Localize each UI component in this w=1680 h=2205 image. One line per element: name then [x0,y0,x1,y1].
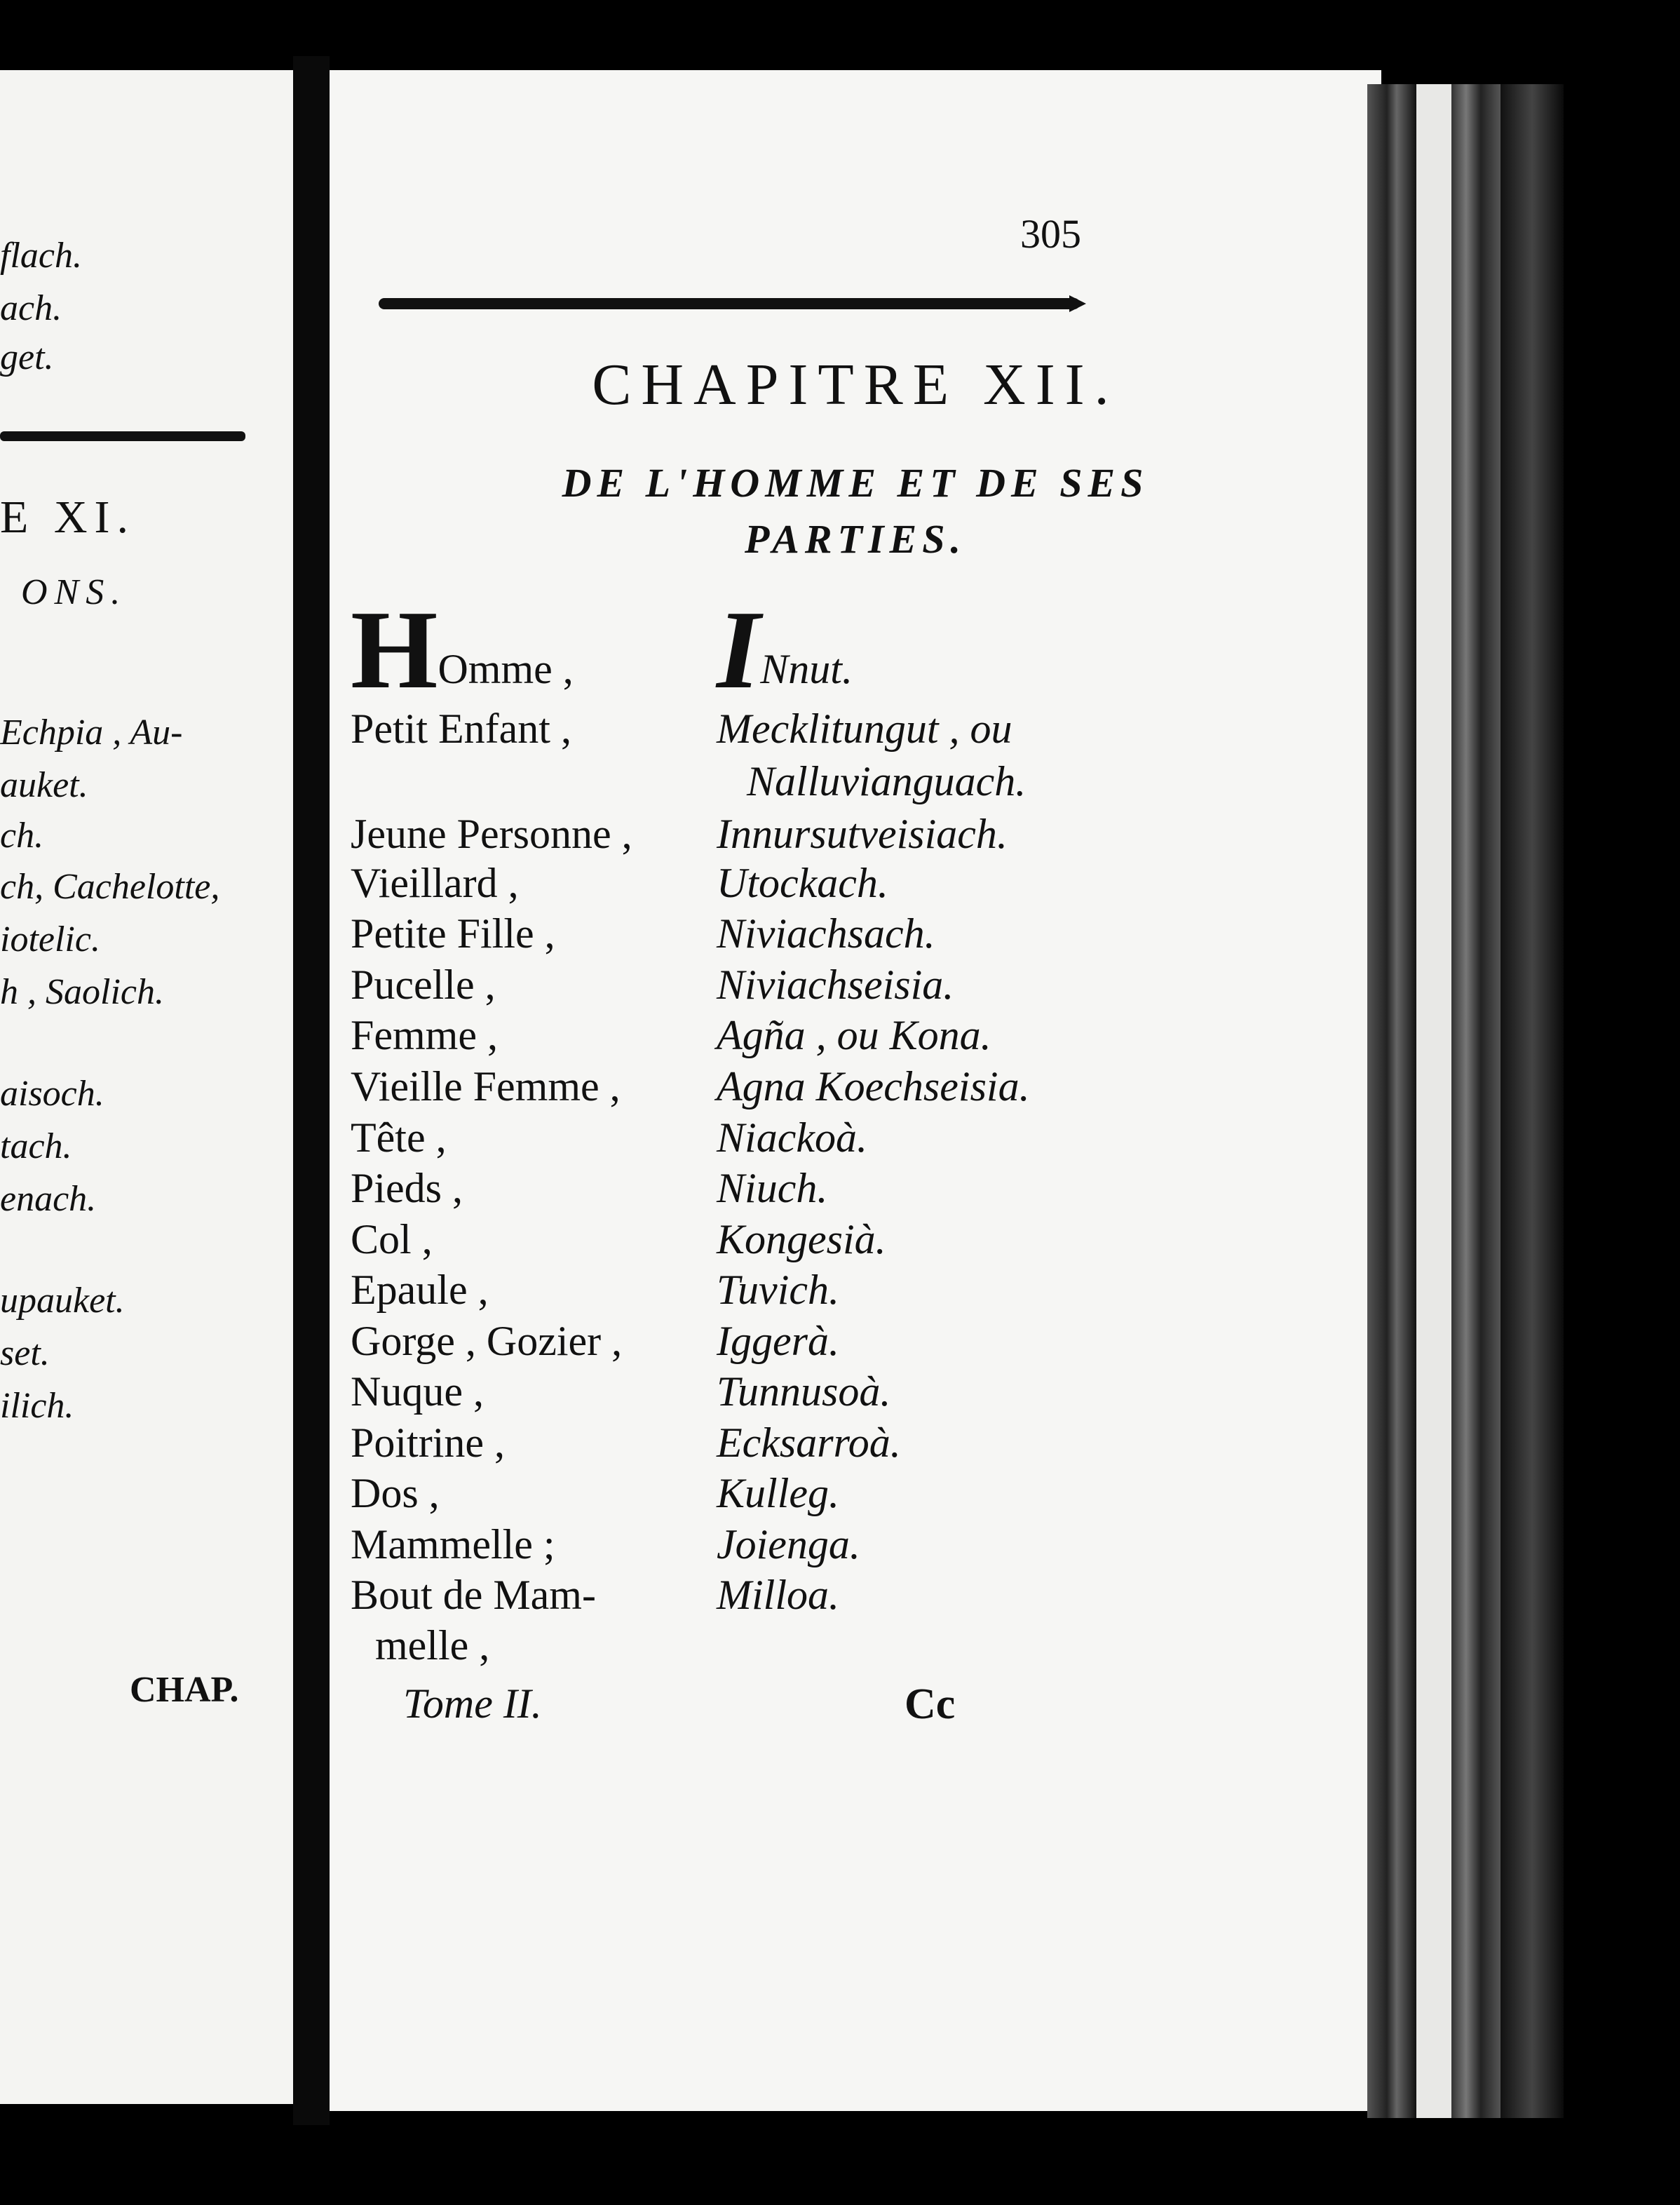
inuit-term: Joienga. [717,1521,860,1567]
vocab-row [0,1419,1680,1471]
inuit-term: Agña , ou Kona. [717,1012,991,1058]
inuit-term: Innursutveisiach. [717,811,1008,857]
left-fragment: get. [0,337,54,377]
inuit-term: Tunnusoà. [717,1368,891,1415]
inuit-term: Kongesià. [717,1216,886,1262]
inuit-term: Mecklitungut , ou [717,706,1012,752]
left-fragment: flach. [0,236,82,276]
vocab-row [0,961,1680,1013]
french-term: Vieille Femme , [351,1063,621,1110]
left-fragment: aisoch. [0,1074,104,1114]
french-term: Poitrine , [351,1420,505,1466]
inuit-term-text: Nnut. [760,646,853,692]
french-term: Mammelle ; [351,1521,555,1567]
header-rule-tip [1069,295,1086,312]
left-fragment: h , Saolich. [0,972,164,1012]
left-subheading: ONS. [21,572,128,612]
vocab-row [0,1520,1680,1572]
inuit-term: Milloa. [717,1572,839,1618]
vocab-row [0,1164,1680,1216]
signature-volume: Tome II. [403,1680,542,1727]
vocab-row [0,1368,1680,1420]
chapter-subtitle: DE L'HOMME ET DE SES [562,460,1149,506]
left-rule [0,431,245,441]
french-term: Epaule , [351,1267,489,1313]
french-term: Gorge , Gozier , [351,1318,623,1364]
inuit-term: Ecksarroà. [717,1420,901,1466]
inuit-term: Niuch. [717,1165,828,1211]
drop-cap: I [717,587,761,712]
vocab-row [0,1571,1680,1623]
left-fragment: ch, Cachelotte, [0,867,220,907]
vocab-row [0,705,1680,757]
french-term: Petite Fille , [351,910,555,957]
inuit-term: Tuvich. [717,1267,839,1313]
french-term: Nuque , [351,1368,484,1415]
inuit-term: Utockach. [717,860,888,906]
french-term [351,587,574,712]
vocab-row [0,1621,1680,1673]
page-number: 305 [1020,211,1081,257]
vocab-row [0,1317,1680,1369]
vocab-row [0,1114,1680,1166]
french-term: Col , [351,1216,433,1262]
chapter-subtitle: PARTIES. [745,516,966,562]
vocab-row [0,1215,1680,1267]
vocab-row [0,1469,1680,1521]
french-term: Dos , [351,1470,440,1516]
vocab-row [0,1063,1680,1114]
vocab-row [0,810,1680,862]
vocab-row [0,859,1680,911]
french-term: Jeune Personne , [351,811,632,857]
inuit-term: Niackoà. [717,1114,867,1161]
chapter-title: CHAPITRE XII. [592,352,1119,417]
left-fragment: enach. [0,1179,97,1219]
inuit-term: Niviachseisia. [717,962,954,1008]
french-term: Tête , [351,1114,447,1161]
left-fragment: Echpia , Au- [0,713,183,753]
inuit-term: Iggerà. [717,1318,839,1364]
french-term: Vieillard , [351,860,519,906]
inuit-term: Kulleg. [717,1470,839,1516]
french-term: Femme , [351,1012,498,1058]
french-term: Petit Enfant , [351,706,571,752]
drop-cap: H [351,587,438,712]
inuit-term: Niviachsach. [717,910,935,957]
vocab-row [0,1266,1680,1318]
left-fragment: ilich. [0,1386,74,1426]
inuit-term: Nalluvianguach. [747,758,1027,804]
inuit-term [717,587,853,712]
inuit-term: Agna Koechseisia. [717,1063,1030,1110]
left-fragment: iotelic. [0,919,100,959]
header-rule [379,298,1080,309]
french-term: Pucelle , [351,962,496,1008]
left-fragment: upauket. [0,1281,125,1321]
left-catchword: CHAP. [130,1670,239,1710]
french-term: Bout de Mam- [351,1572,596,1618]
french-term-text: Omme , [438,646,574,692]
left-fragment: tach. [0,1126,72,1166]
french-term: melle , [375,1622,490,1668]
left-fragment: ch. [0,816,44,856]
signature-mark: Cc [905,1680,956,1728]
left-fragment: set. [0,1333,50,1373]
left-fragment: ach. [0,288,62,328]
french-term: Pieds , [351,1165,463,1211]
vocab-row [0,757,1680,809]
vocab-row [0,910,1680,962]
left-fragment: auket. [0,765,88,805]
left-heading: E XI. [0,492,135,543]
vocab-row [0,1011,1680,1063]
